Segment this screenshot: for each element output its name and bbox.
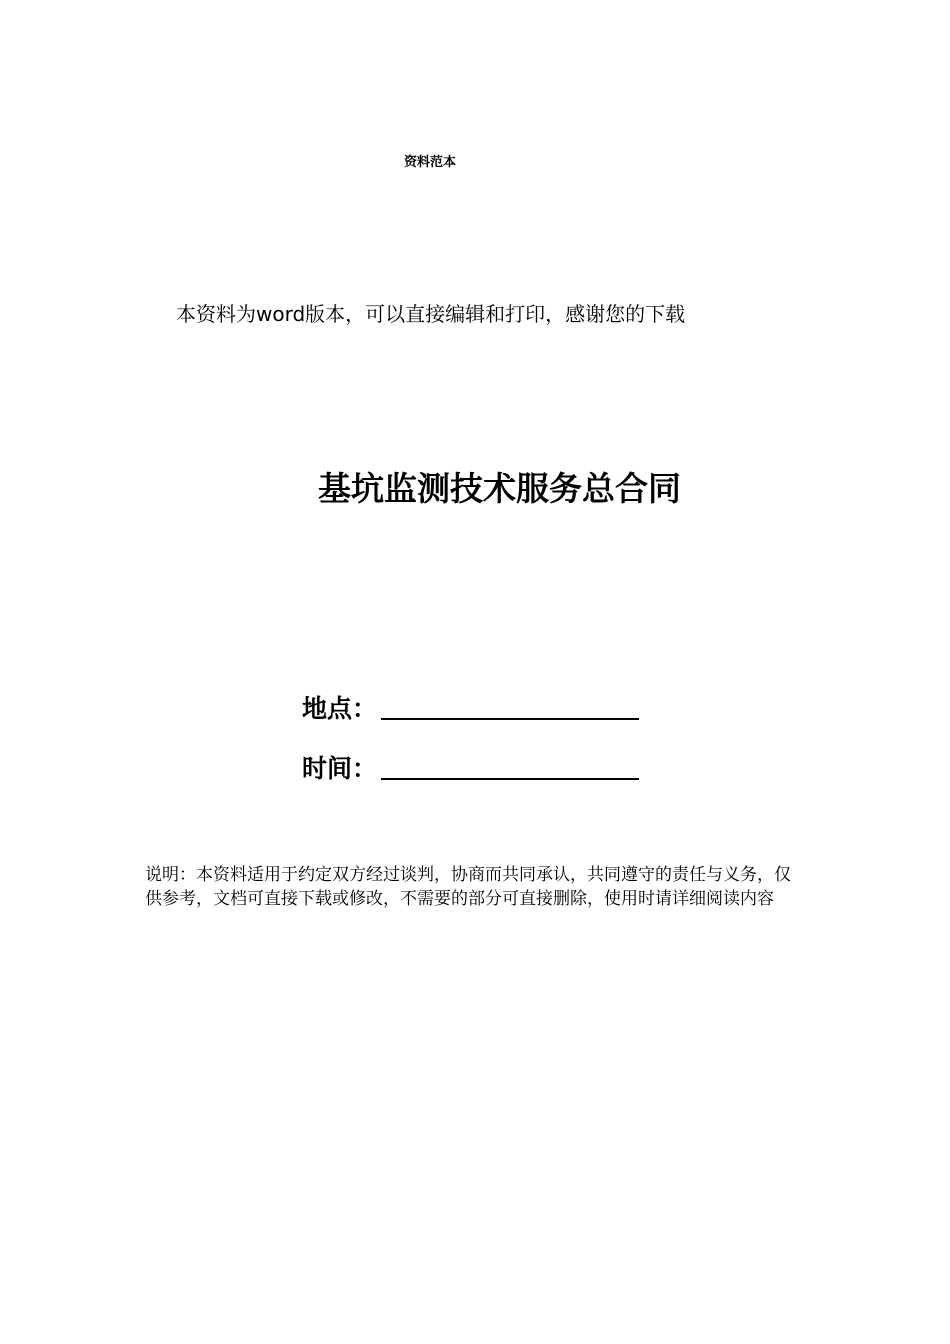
place-blank-line xyxy=(381,718,639,720)
place-field xyxy=(302,690,639,726)
header-label: 资料范本 xyxy=(404,155,457,170)
time-blank-line xyxy=(381,778,639,780)
intro-text: 本资料为word版本，可以直接编辑和打印，感谢您的下载 xyxy=(176,302,686,326)
place-label: 地点： xyxy=(302,694,378,723)
time-field xyxy=(302,750,639,786)
time-label: 时间： xyxy=(302,754,378,783)
usage-note: 说明：本资料适用于约定双方经过谈判，协商而共同承认，共同遵守的责任与义务，仅供参考，文档可直接下载或修改，不需要的部分可直接删除，使用时请详细阅读内容 xyxy=(145,865,791,909)
document-title: 基坑监测技术服务总合同 xyxy=(318,469,681,508)
